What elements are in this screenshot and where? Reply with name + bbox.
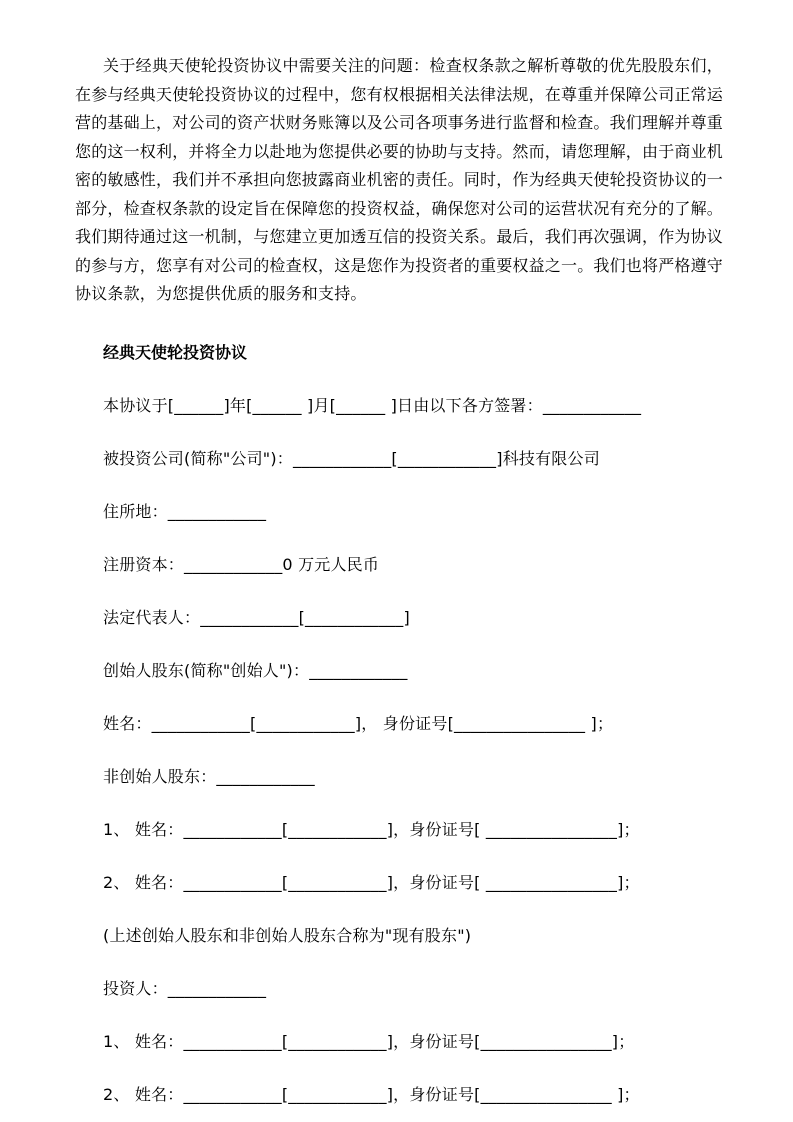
form-line-signing-date: 本协议于[______]年[______ ]月[______ ]日由以下各方签署：____________	[103, 395, 642, 415]
intro-paragraph: 关于经典天使轮投资协议中需要关注的问题：检查权条款之解析尊敬的优先股股东们，在参与经典天使轮投资协议的过程中，您有权根据相关法律法规，在尊重并保障公司正常运营的基础上，对公司的资产状财务账簿以及公司各项事务进行监督和检查。我们理解并尊重您的这一权利，并将全力以赴地为您提供必要的协助与支持。然而，请您理解，由于商业机密的敏感性，我们并不承担向您披露商业机密的责任。同时，作为经典天使轮投资协议的一部分，检查权条款的设定旨在保障您的投资权益，确保您对公司的运营状况有充分的了解。我们期待通过这一机制，与您建立更加透互信的投资关系。最后，我们再次强调，作为协议的参与方，您享有对公司的检查权，这是您作为投资者的重要权益之一。我们也将严格遵守协议条款，为您提供优质的服务和支持。	[75, 56, 724, 303]
form-line-investee-company: 被投资公司(简称"公司")：____________[____________]科技有限公司	[103, 448, 600, 468]
form-line-non-founder-2: 2、 姓名：____________[____________]，身份证号[ ________________]；	[103, 872, 640, 892]
form-line-founder-shareholder: 创始人股东(简称"创始人")：____________	[103, 660, 408, 680]
form-line-founder-name-id: 姓名：____________[____________]， 身份证号[________________ ]；	[103, 713, 614, 733]
form-line-legal-representative: 法定代表人：____________[____________]	[103, 607, 410, 627]
form-line-non-founder-shareholder: 非创始人股东：____________	[103, 766, 315, 786]
document-title: 经典天使轮投资协议	[103, 342, 248, 362]
form-line-domicile: 住所地：____________	[103, 501, 267, 521]
form-line-investor: 投资人：____________	[103, 978, 267, 998]
form-line-investor-1: 1、 姓名：____________[____________]，身份证号[________________]；	[103, 1031, 635, 1051]
form-line-non-founder-1: 1、 姓名：____________[____________]，身份证号[ ________________]；	[103, 819, 640, 839]
form-line-registered-capital: 注册资本：____________0 万元人民币	[103, 554, 380, 574]
form-line-existing-shareholders-note: (上述创始人股东和非创始人股东合称为"现有股东")	[103, 925, 472, 945]
form-line-investor-2: 2、 姓名：____________[____________]，身份证号[________________ ]；	[103, 1084, 640, 1104]
